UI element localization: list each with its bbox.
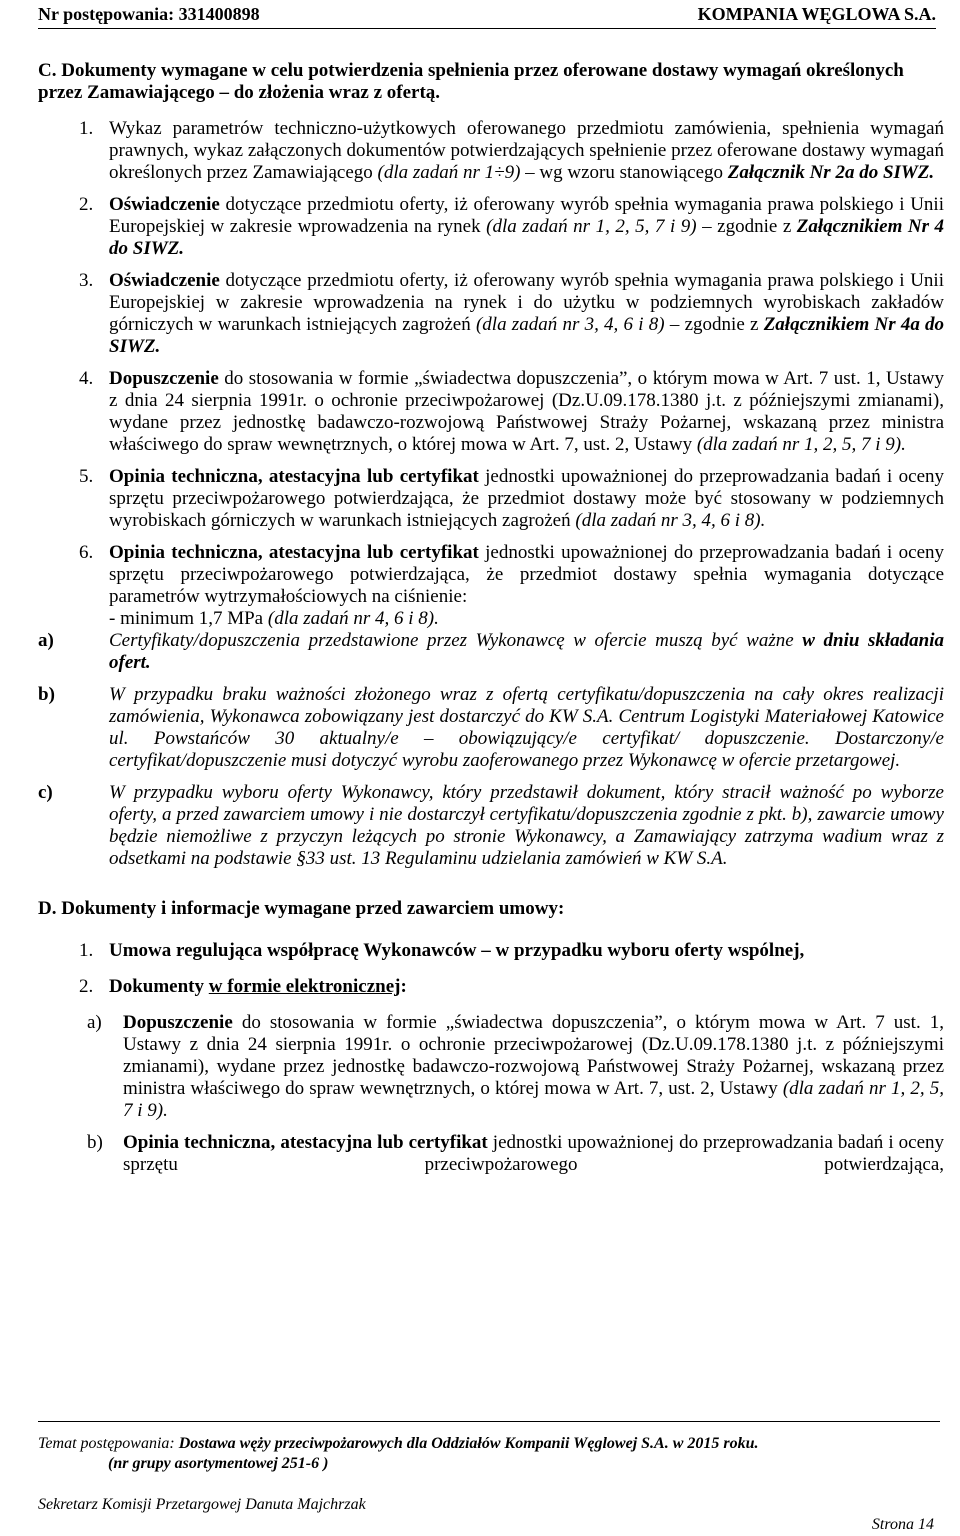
list-item: 1. Umowa regulująca współpracę Wykonawców – w przypadku wyboru oferty wspólnej, — [79, 940, 805, 961]
list-item: 4. Dopuszczenie do stosowania w formie „świadectwa dopuszczenia”, o którym mowa w Art. 7 ust. 1, Ustawy z dnia 24 sierpnia 1991r. o ochronie przeciwpożarowej (Dz.U.09.178.1380 j.t. z późniejszymi zmianami), wydane przez jednostkę badawczo-rozwojową Państwowej Straży Pożarnej, wskazaną przez ministra właściwego do spraw wewnętrznych, o której mowa w Art. 7, ust. 2, Ustawy (dla zadań nr 1, 2, 5, 7 i 9). — [79, 368, 945, 455]
list-item: 5. Opinia techniczna, atestacyjna lub certyfikat jednostki upoważnionej do przeprowadzania badań i oceny sprzętu przeciwpożarowego potwierdzająca, że przedmiot dostawy może być stosowany w podziemnych wyrobiskach górniczych w warunkach istniejących zagrożeń (dla zadań nr 3, 4, 6 i 8). — [79, 466, 945, 531]
page-number: Strona 14 — [871, 1516, 934, 1533]
company-name: KOMPANIA WĘGLOWA S.A. — [697, 4, 936, 24]
secretary-signature: Sekretarz Komisji Przetargowej Danuta Majchrzak — [38, 1496, 366, 1513]
list-item: b) Opinia techniczna, atestacyjna lub certyfikat jednostki upoważnionej do przeprowadzania badań i oceny sprzętu przeciwpożarowego potwierdzająca, — [87, 1132, 945, 1175]
list-item: 1. Wykaz parametrów techniczno-użytkowych oferowanego przedmiotu zamówienia, spełnienia wymagań prawnych, wykaz załączonych dokumentów potwierdzających spełnienie przez oferowane dostawy wymagań określonych przez Zamawiającego (dla zadań nr 1÷9) – wg wzoru stanowiącego Załącznik Nr 2a do SIWZ. — [79, 118, 944, 183]
list-item: 2. Oświadczenie dotyczące przedmiotu oferty, iż oferowany wyrób spełnia wymagania prawa polskiego i Unii Europejskiej w zakresie wprowadzenia na rynek (dla zadań nr 1, 2, 5, 7 i 9) – zgodnie z Załącznikiem Nr 4 do SIWZ. — [79, 194, 945, 259]
section-c-title: C. Dokumenty wymagane w celu potwierdzenia spełnienia przez oferowane dostawy wymagań określonych przez Zamawiającego – do złożenia wraz z ofertą. — [38, 60, 904, 103]
page-header — [38, 2, 936, 29]
list-item: 3. Oświadczenie dotyczące przedmiotu oferty, iż oferowany wyrób spełnia wymagania prawa polskiego i Unii Europejskiej w zakresie wprowadzenia na rynek i do użytku w podziemnych wyrobiskach zakładów górniczych w warunkach istniejących zagrożeń (dla zadań nr 3, 4, 6 i 8) – zgodnie z Załącznikiem Nr 4a do SIWZ. — [79, 270, 945, 357]
procedure-number: Nr postępowania: 331400898 — [38, 4, 260, 24]
list-item: 6. Opinia techniczna, atestacyjna lub certyfikat jednostki upoważnionej do przeprowadzania badań i oceny sprzętu przeciwpożarowego potwierdzająca, że przedmiot dostawy spełnia wymagania dotyczące parametrów wytrzymałościowych na ciśnienie: - minimum 1,7 MPa (dla zadań nr 4, 6 i 8). — [79, 542, 945, 629]
note-item: c) W przypadku wyboru oferty Wykonawcy, który przedstawił dokument, który stracił ważność po wyborze oferty, a przed zawarciem umowy i nie dostarczył certyfikatu/dopuszczenia zgodnie z pkt. b), zawarcie umowy będzie niemożliwe z przyczyn leżących po stronie Wykonawcy, a Zamawiający zatrzyma wadium wraz z odsetkami na podstawie §33 ust. 13 Regulaminu udzielania zamówień w KW S.A. — [38, 782, 944, 869]
list-item: a) Dopuszczenie do stosowania w formie „świadectwa dopuszczenia”, o którym mowa w Art. 7 ust. 1, Ustawy z dnia 24 sierpnia 1991r. o ochronie przeciwpożarowej (Dz.U.09.178.1380 j.t. z późniejszymi zmianami), wydane przez jednostkę badawczo-rozwojową Państwowej Straży Pożarnej, wskazaną przez ministra właściwego do spraw wewnętrznych, o której mowa w Art. 7, ust. 2, Ustawy (dla zadań nr 1, 2, 5, 7 i 9). — [87, 1012, 944, 1121]
section-d-title: D. Dokumenty i informacje wymagane przed zawarciem umowy: — [38, 898, 565, 919]
note-item: a) Certyfikaty/dopuszczenia przedstawione przez Wykonawcę w ofercie muszą być ważne w dniu składania ofert. — [38, 630, 945, 673]
page-footer: Temat postępowania: Dostawa węży przeciwpożarowych dla Oddziałów Kompanii Węglowej S.A. w 2015 roku. (nr grupy asortymentowej 251-6 ) — [38, 1421, 940, 1474]
note-item: b) W przypadku braku ważności złożonego wraz z ofertą certyfikatu/dopuszczenia na cały okres realizacji zamówienia, Wykonawca zobowiązany jest dostarczyć do KW S.A. Centrum Logistyki Materiałowej Katowice ul. Powstańców 30 aktualny/e – obowiązujący/e certyfikat/ dopuszczenie. Dostarczony/e certyfikat/dopuszczenie musi dotyczyć wyrobu zaoferowanego przez Wykonawcę w ofercie przetargowej. — [38, 684, 944, 771]
list-item: 2. Dokumenty w formie elektronicznej: — [79, 976, 407, 997]
document-body — [38, 60, 944, 1176]
